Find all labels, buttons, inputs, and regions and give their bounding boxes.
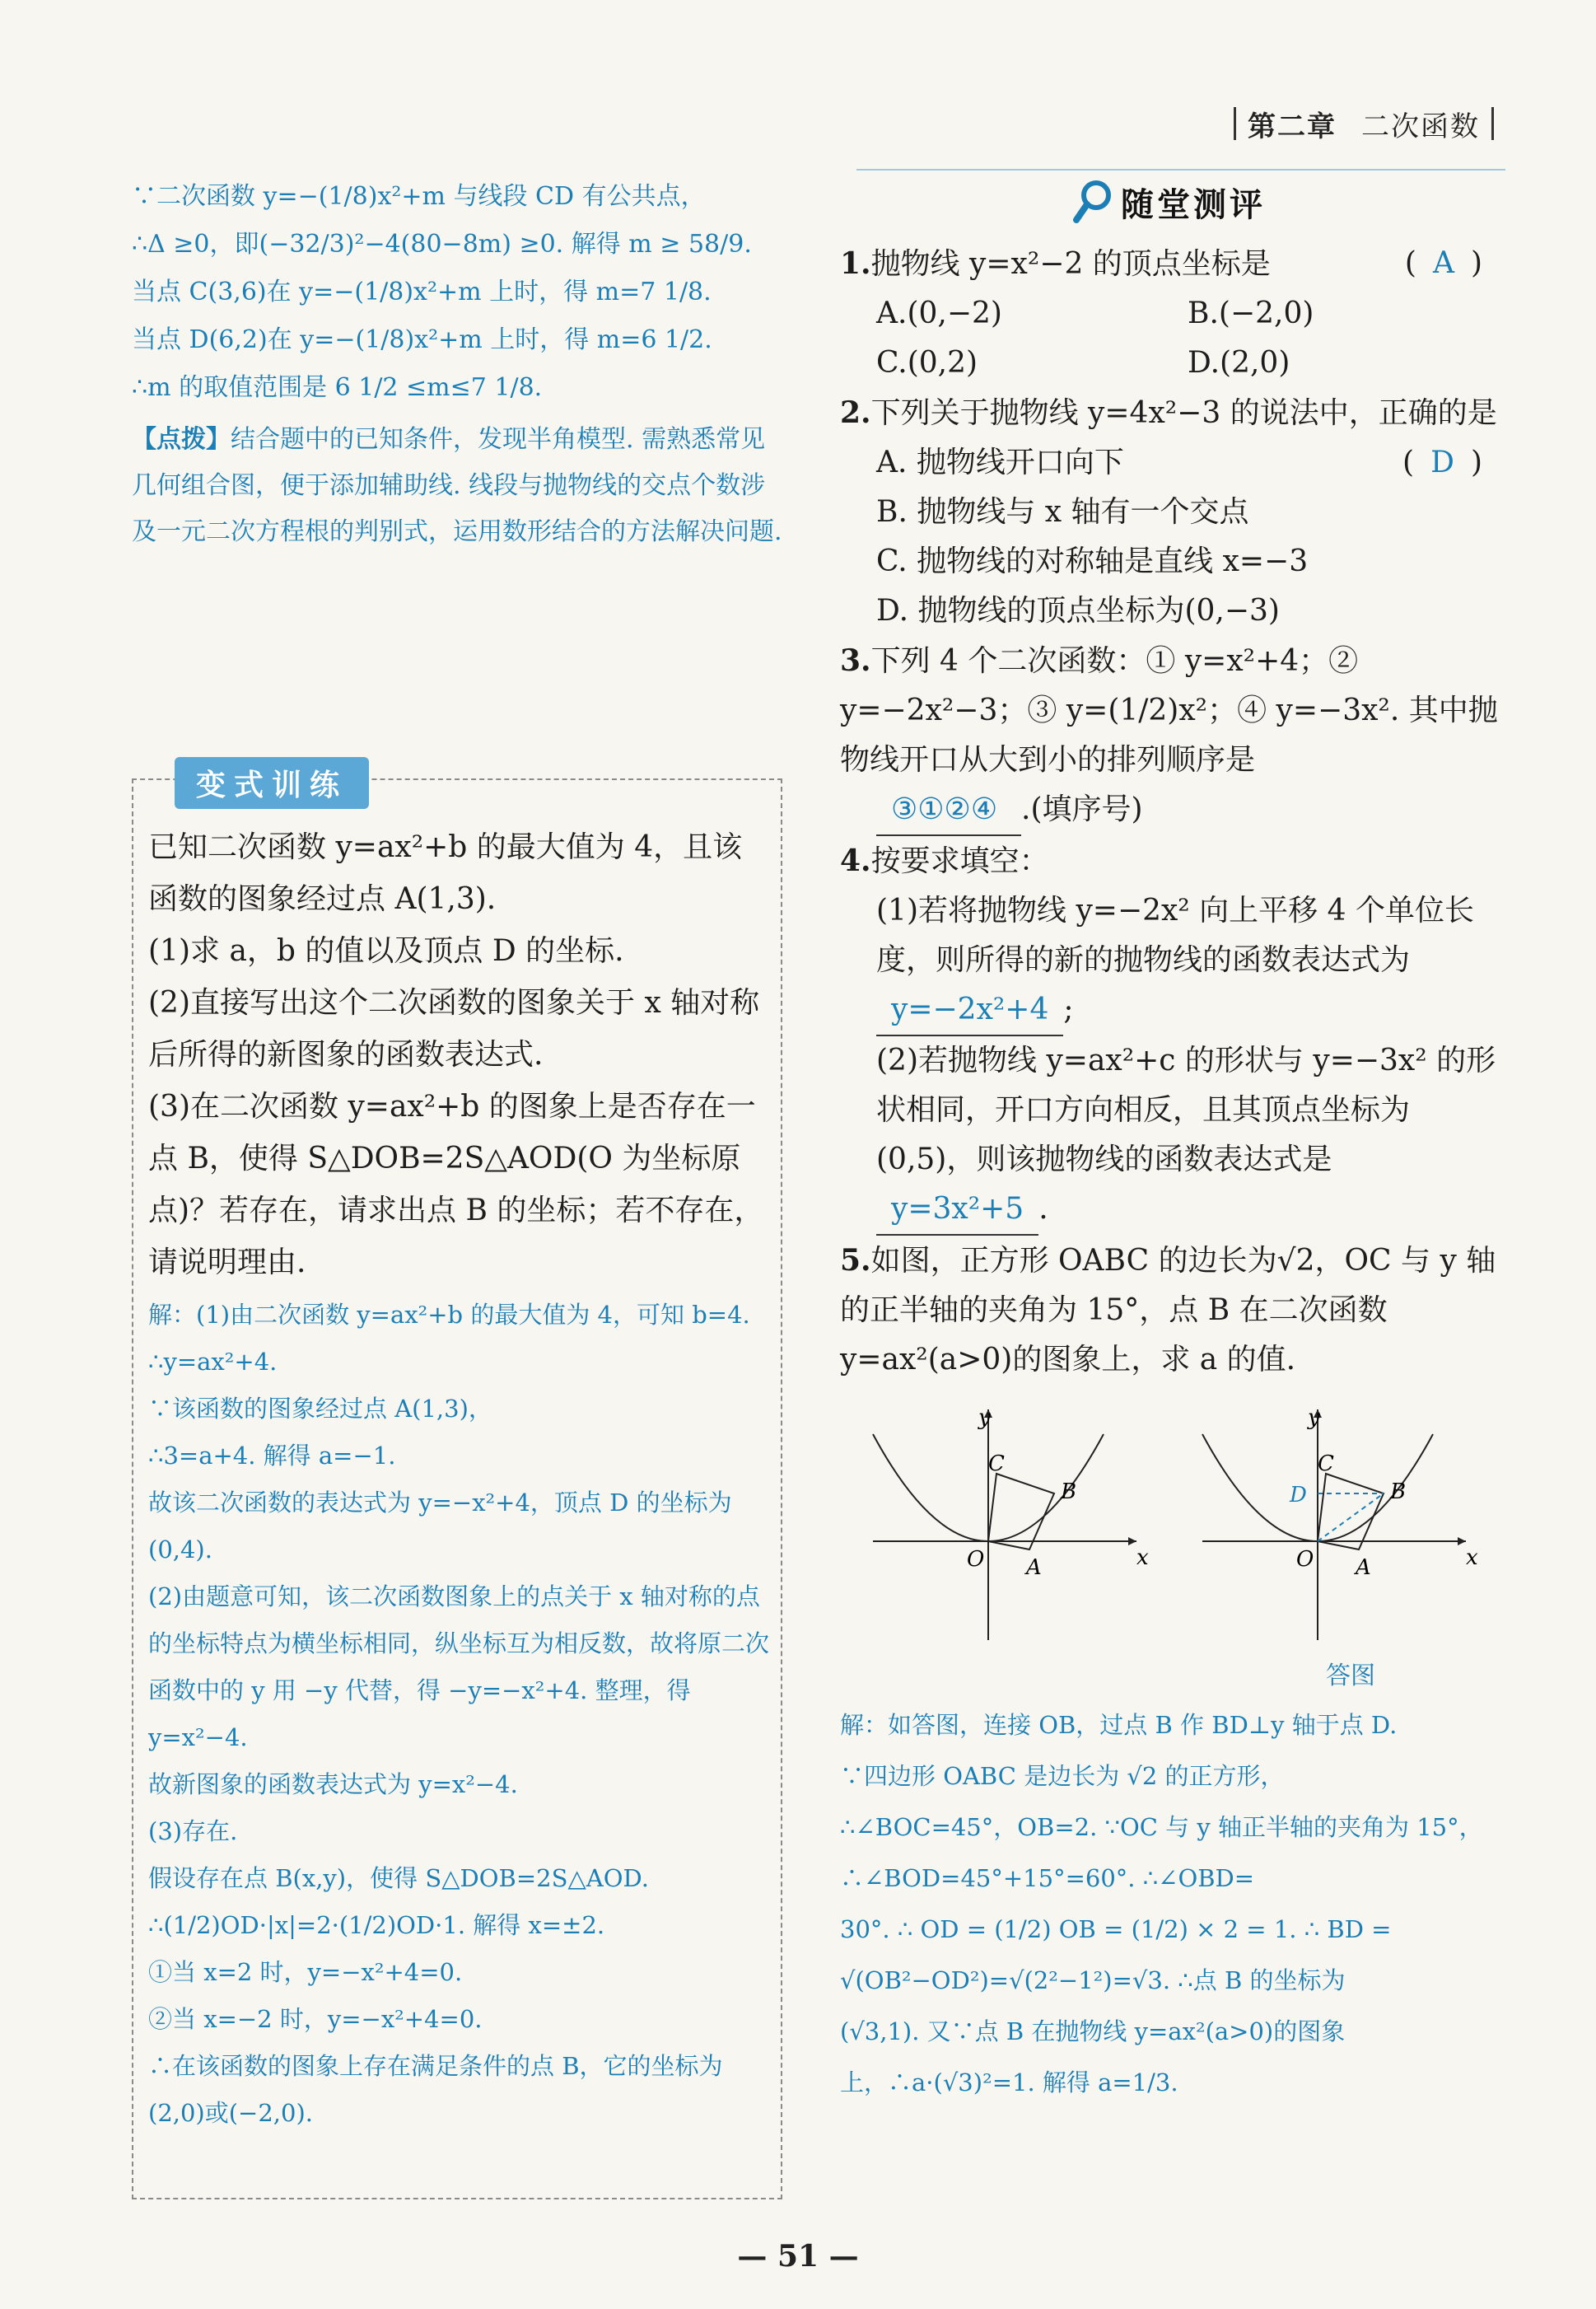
option: C. 抛物线的对称轴是直线 x=−3 [876, 545, 1309, 578]
point-c-label: C [1318, 1451, 1334, 1476]
sub-question: (2)若抛物线 y=ax²+c 的形状与 y=−3x² 的形状相同，开口方向相反，且其顶点坐标为(0,5)，则该抛物线的函数表达式是 [876, 1044, 1496, 1176]
problem-line: 已知二次函数 y=ax²+b 的最大值为 4，且该函数的图象经过点 A(1,3). [148, 830, 743, 916]
solution-line: ②当 x=−2 时，y=−x²+4=0. [148, 2005, 483, 2033]
question-stem: 如图，正方形 OABC 的边长为√2，OC 与 y 轴的正半轴的夹角为 15°，点 B 在二次函数 y=ax²(a>0)的图象上，求 a 的值. [840, 1244, 1496, 1377]
solution-line: ∵二次函数 y=−(1/8)x²+m 与线段 CD 有公共点， [132, 182, 706, 211]
x-label: x [1466, 1545, 1478, 1570]
tip-text: 结合题中的已知条件，发现半角模型. 需熟悉常见几何组合图，便于添加辅助线. 线段与抛物线的交点个数涉及一元二次方程根的判别式，运用数形结合的方法解决问题. [132, 425, 782, 546]
solution-line: ∵四边形 OABC 是边长为 √2 的正方形， [840, 1762, 1285, 1790]
question-5 [840, 1236, 1499, 1385]
question-stem: 抛物线 y=x²−2 的顶点坐标是 [870, 247, 1271, 281]
y-label: y [978, 1405, 991, 1430]
q5-solution [840, 1699, 1499, 2108]
chapter-title: 二次函数 [1361, 110, 1480, 143]
origin-label: O [1296, 1547, 1314, 1572]
divider [1234, 107, 1236, 140]
solution-line: ∴Δ ≥0，即(−32/3)²−4(80−8m) ≥0. 解得 m ≥ 58/9. [132, 230, 752, 259]
problem-line: (3)在二次函数 y=ax²+b 的图象上是否存在一点 B，使得 S△DOB=2S△AOD(O 为坐标原点)？若存在，请求出点 B 的坐标；若不存在，请说明理由. [148, 1090, 764, 1279]
solution-line: ∴3=a+4. 解得 a=−1. [148, 1442, 396, 1470]
point-d-label: D [1290, 1483, 1307, 1507]
chapter-label: 第二章 [1248, 110, 1337, 143]
answer-paren: (D) [1402, 446, 1499, 479]
solution-line: 故新图象的函数表达式为 y=x²−4. [148, 1770, 518, 1798]
solution-line: 上，∴a·(√3)²=1. 解得 a=1/3. [840, 2068, 1178, 2096]
question-number: 2. [840, 395, 871, 430]
section-title-text: 随堂测评 [1121, 185, 1266, 224]
sub-question: (1)若将抛物线 y=−2x² 向上平移 4 个单位长度，则所得的新的抛物线的函数表达式为 [876, 894, 1474, 977]
right-column [840, 173, 1499, 2108]
figure-original [856, 1401, 1153, 1648]
question-number: 1. [840, 246, 871, 281]
question-stem: 按要求填空： [870, 844, 1049, 878]
tip-tag: 【点拨】 [132, 425, 231, 454]
prior-solution [132, 173, 782, 412]
option: A.(0,−2) [876, 297, 1002, 330]
solution-line: 假设存在点 B(x,y)，使得 S△DOB=2S△AOD. [148, 1864, 649, 1892]
answer-paren: (A) [1404, 246, 1499, 280]
question-1 [840, 239, 1499, 388]
solution-line: (2)由题意可知，该二次函数图象上的点关于 x 轴对称的点的坐标特点为横坐标相同，纵坐标互为相反数，故将原二次函数中的 y 用 −y 代替，得 −y=−x²+4. 整理，得 y=x²−4. [148, 1582, 770, 1751]
divider [1491, 107, 1494, 140]
question-stem: 下列 4 个二次函数：① y=x²+4；② y=−2x²−3；③ y=(1/2)x²；④ y=−3x². 其中抛物线开口从大到小的排列顺序是 [840, 644, 1498, 777]
option: B.(−2,0) [1188, 297, 1314, 330]
question-stem: 下列关于抛物线 y=4x²−3 的说法中，正确的是 [870, 396, 1497, 430]
solution-line: 解：如答图，连接 OB，过点 B 作 BD⊥y 轴于点 D. [840, 1711, 1398, 1739]
solution-line: ∵该函数的图象经过点 A(1,3)， [148, 1395, 492, 1423]
option: D.(2,0) [1188, 346, 1290, 380]
solution-line: 当点 D(6,2)在 y=−(1/8)x²+m 上时，得 m=6 1/2. [132, 325, 712, 354]
magnifier-icon [1073, 179, 1114, 225]
variant-problem [148, 821, 771, 1288]
question-number: 5. [840, 1243, 871, 1278]
variant-solution [148, 1292, 771, 2137]
option: B. 抛物线与 x 轴有一个交点 [876, 495, 1249, 529]
left-column [132, 173, 782, 555]
section-title [840, 173, 1499, 231]
variant-practice-box [132, 769, 782, 2199]
point-b-label: B [1061, 1479, 1077, 1504]
figure-caption: 答图 [1326, 1662, 1375, 1690]
option: C.(0,2) [876, 346, 978, 380]
answer: A [1432, 246, 1471, 280]
solution-line: ∴∠BOC=45°，OB=2. ∵OC 与 y 轴正半轴的夹角为 15°，∴∠BOD=45°+15°=60°. ∴∠OBD= [840, 1813, 1483, 1892]
solution-line: ①当 x=2 时，y=−x²+4=0. [148, 1958, 463, 1986]
solution-line: 当点 C(3,6)在 y=−(1/8)x²+m 上时，得 m=7 1/8. [132, 278, 712, 306]
figure-answer [1186, 1401, 1482, 1648]
chapter-header [1222, 99, 1505, 148]
options [840, 438, 1499, 636]
solution-line: 解：(1)由二次函数 y=ax²+b 的最大值为 4，可知 b=4. ∴y=ax²+4. [148, 1301, 750, 1376]
question-3 [840, 636, 1499, 836]
solution-line: (3)存在. [148, 1817, 238, 1845]
point-c-label: C [988, 1451, 1005, 1476]
y-label: y [1308, 1405, 1320, 1430]
figures [840, 1401, 1499, 1648]
tip-box [132, 417, 782, 555]
answer-blank: y=3x²+5 [876, 1185, 1038, 1236]
x-label: x [1136, 1545, 1149, 1570]
question-number: 3. [840, 643, 871, 678]
problem-line: (2)直接写出这个二次函数的图象关于 x 轴对称后所得的新图象的函数表达式. [148, 986, 760, 1072]
point-a-label: A [1356, 1555, 1371, 1580]
solution-line: ∴(1/2)OD·|x|=2·(1/2)OD·1. 解得 x=±2. [148, 1911, 605, 1939]
point-b-label: B [1390, 1479, 1407, 1504]
question-2 [840, 388, 1499, 636]
solution-line: 故该二次函数的表达式为 y=−x²+4，顶点 D 的坐标为(0,4). [148, 1489, 732, 1563]
answer-blank: ③①②④ [876, 785, 1021, 836]
question-number: 4. [840, 844, 871, 878]
answer: D [1430, 446, 1471, 479]
solution-line: 30°. ∴ OD = (1/2) OB = (1/2) × 2 = 1. ∴ BD = [840, 1915, 1392, 1943]
options [840, 289, 1499, 388]
option: A. 抛物线开口向下 [876, 446, 1124, 479]
option: D. 抛物线的顶点坐标为(0,−3) [876, 594, 1280, 628]
solution-line: ∴m 的取值范围是 6 1/2 ≤m≤7 1/8. [132, 373, 543, 402]
answer-blank: y=−2x²+4 [876, 985, 1063, 1036]
solution-line: √(OB²−OD²)=√(2²−1²)=√3. ∴点 B 的坐标为 [840, 1966, 1346, 1994]
problem-line: (1)求 a，b 的值以及顶点 D 的坐标. [148, 934, 624, 968]
variant-practice-title: 变式训练 [175, 757, 369, 809]
point-a-label: A [1026, 1555, 1042, 1580]
header-rule [856, 169, 1505, 171]
question-4: 4.按要求填空： (1)若将抛物线 y=−2x² 向上平移 4 个单位长度，则所得的新的抛物线的函数表达式为y=−2x²+4 ; (2)若抛物线 y=ax²+c 的形状与 y=−3x² 的形状相同，开口方向相反，且其顶点坐标为(0,5)，则该抛物线的函数表达式是 y=3x²+5 . [840, 836, 1499, 1236]
page-number: — 51 — [737, 2239, 859, 2274]
solution-line: (√3,1). 又∵点 B 在抛物线 y=ax²(a>0)的图象 [840, 2017, 1346, 2045]
solution-line: ∴在该函数的图象上存在满足条件的点 B，它的坐标为(2,0)或(−2,0). [148, 2052, 723, 2127]
answer-suffix: .(填序号) [1021, 792, 1143, 826]
origin-label: O [967, 1547, 985, 1572]
